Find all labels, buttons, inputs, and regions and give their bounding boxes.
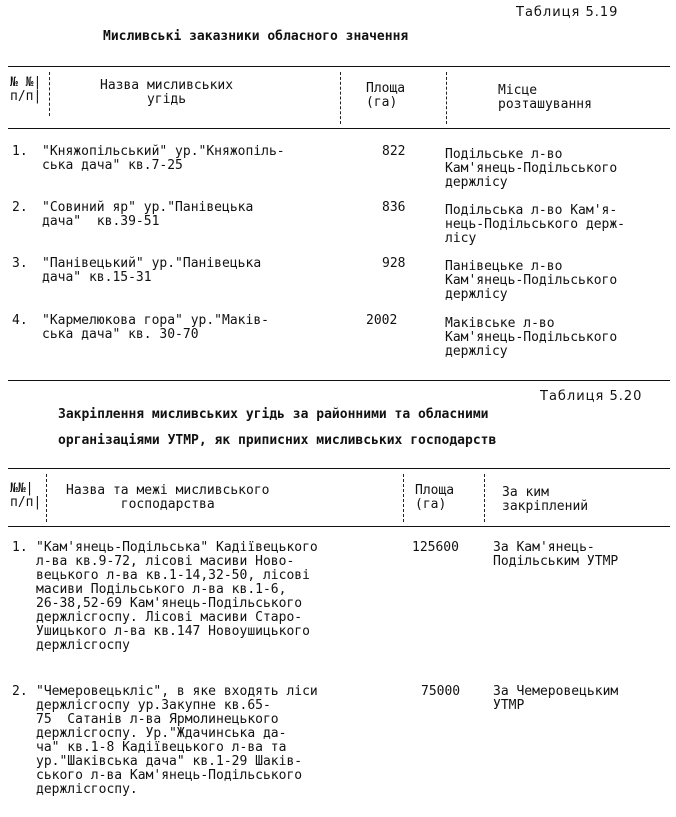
table2-header-num: №№| п/п|	[10, 481, 42, 510]
table2-row-name: "Кам'янець-Подільська" Кадіївецького л-ва кв.9-72, лісові масиви Ново- вецького л-ва кв.1-14,32-50, лісові масиви Подільського л-ва кв.1-6, 26-38,52-69 Кам'янець-Подільського держлісгоспу. Лісові масиви Старо- Ушицького л-ва кв.147 Новоушицького держлісгоспу	[36, 540, 318, 653]
table-5-20-title-line2: організаціями УТМР, як приписних мисливських господарств	[58, 433, 497, 448]
table1-row-name: "Кармелюкова гора" ур."Маків- ська дача" кв. 30-70	[42, 313, 269, 342]
table2-row-area: 75000	[421, 684, 461, 699]
table1-header-area: Площа (га)	[366, 81, 406, 110]
table2-header-rule	[8, 526, 670, 527]
table2-row-num: 2.	[12, 684, 28, 699]
table1-row-num: 4.	[12, 313, 28, 328]
table1-divider	[340, 72, 341, 124]
table1-row-area: 836	[382, 200, 406, 215]
table1-row-area: 928	[382, 256, 406, 271]
table1-row-place: Маківське л-во Кам'янець-Подільського держлісу	[445, 316, 618, 359]
table1-divider	[446, 72, 447, 124]
table1-header-rule	[8, 128, 670, 129]
table2-row-assigned: За Чемеровецьким УТМР	[493, 684, 619, 713]
table2-row-area: 125600	[412, 540, 459, 555]
table1-header-num: № №| п/п|	[10, 75, 42, 104]
table2-divider	[403, 474, 404, 522]
table1-header-place: Місце розташування	[498, 83, 592, 112]
table1-row-name: "Княжопільський" ур."Княжопіль- ська дача" кв.7-25	[42, 144, 285, 173]
table2-header-name: Назва та межі мисливського господарства	[66, 483, 270, 512]
table1-row-area: 822	[382, 144, 406, 159]
table-5-20-label: Таблиця 5.20	[540, 389, 643, 404]
table-5-20-title-line1: Закріплення мисливських угідь за районними та обласними	[58, 407, 489, 422]
table1-row-place: Подільська л-во Кам'я- нець-Подільського держ- лісу	[445, 203, 626, 246]
table2-row-num: 1.	[12, 540, 28, 555]
table2-divider	[484, 474, 485, 522]
table2-top-rule	[8, 468, 670, 469]
table1-row-name: "Совиний яр" ур."Панівецька дача" кв.39-51	[42, 200, 254, 229]
table1-divider	[49, 72, 50, 116]
table1-row-num: 1.	[12, 144, 28, 159]
table2-header-assigned: За ким закріплений	[502, 485, 589, 514]
table1-row-num: 3.	[12, 256, 28, 271]
table2-divider	[46, 474, 47, 522]
table1-top-rule	[8, 66, 670, 67]
table1-row-area: 2002	[366, 313, 398, 328]
table1-row-num: 2.	[12, 200, 28, 215]
table2-row-assigned: За Кам'янець- Подільським УТМР	[493, 540, 619, 569]
table2-header-area: Площа (га)	[415, 483, 455, 512]
table1-bottom-rule	[8, 380, 670, 381]
table1-header-name: Назва мисливських угідь	[100, 78, 234, 107]
table1-row-place: Подільське л-во Кам'янець-Подільського держлісу	[445, 147, 618, 190]
table-5-19-label: Таблиця 5.19	[516, 5, 619, 20]
table-5-19-title: Мисливські заказники обласного значення	[103, 29, 409, 44]
table1-row-place: Панівецьке л-во Кам'янець-Подільського держлісу	[445, 259, 618, 302]
table1-row-name: "Панівецький" ур."Панівецька дача" кв.15-31	[42, 256, 262, 285]
table2-row-name: "Чемеровецькліс", в яке входять ліси держлісгоспу ур.Закупне кв.65- 75 Сатанів л-ва Ярмолинецького держлісгоспу. Ур."Ждачинська да- ча" кв.1-8 Кадіївецького л-ва та ур."Шаківська дача" кв.1-29 Шаків- ського л-ва Кам'янець-Подільського держлісгоспу.	[36, 684, 318, 797]
